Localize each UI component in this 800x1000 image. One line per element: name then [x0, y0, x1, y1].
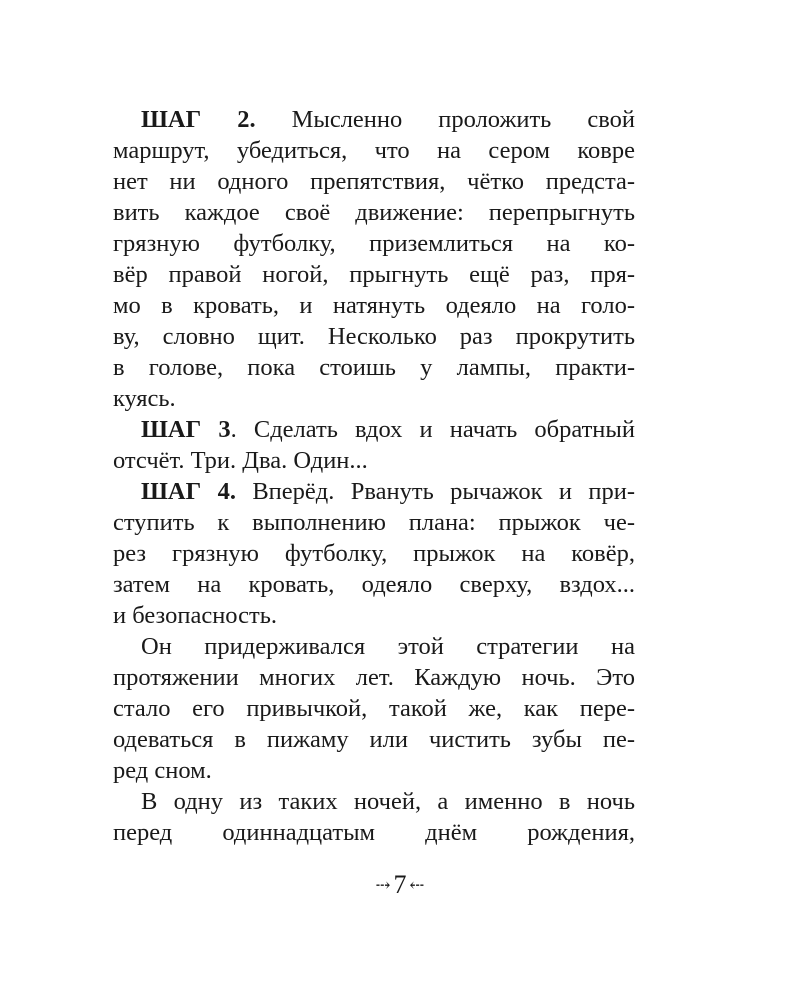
line-text: перед одиннадцатым днём рождения,: [113, 819, 635, 846]
text-line: [113, 414, 635, 445]
step-label: ШАГ 4.: [141, 478, 236, 505]
line-text: ву, словно щит. Несколько раз прокрутить: [113, 323, 635, 350]
line-text: в голове, пока стоишь у лампы, практи-: [113, 354, 635, 381]
text-line: [113, 755, 635, 786]
ornament-left-icon: ⤏: [375, 875, 391, 895]
line-text: стало его привычкой, такой же, как пере-: [113, 695, 635, 722]
text-line: [113, 197, 635, 228]
line-text: мо в кровать, и натянуть одеяло на голо-: [113, 292, 635, 319]
text-line: [113, 290, 635, 321]
line-text: и безопасность.: [113, 602, 278, 629]
line-text: вёр правой ногой, прыгнуть ещё раз, пря-: [113, 261, 635, 288]
text-line: [113, 228, 635, 259]
line-text: рез грязную футболку, прыжок на ковёр,: [113, 540, 635, 567]
line-text: Вперёд. Рвануть рычажок и при-: [235, 478, 636, 505]
text-line: [113, 166, 635, 197]
text-line: [113, 476, 635, 507]
step-label: ШАГ 3: [141, 416, 231, 443]
line-text: одеваться в пижаму или чистить зубы пе-: [113, 726, 635, 753]
text-line: [113, 600, 635, 631]
line-text: . Сделать вдох и начать обратный: [230, 416, 635, 443]
page-number: [0, 869, 800, 901]
line-text: Он придерживался этой стратегии на: [141, 633, 635, 660]
line-text: В одну из таких ночей, а именно в ночь: [141, 788, 635, 815]
text-line: [113, 817, 635, 848]
text-line: [113, 693, 635, 724]
text-line: [113, 786, 635, 817]
text-line: [113, 569, 635, 600]
line-text: ред сном.: [113, 757, 212, 784]
text-line: [113, 383, 635, 414]
text-line: [113, 352, 635, 383]
line-text: нет ни одного препятствия, чётко предста-: [113, 168, 635, 195]
line-text: отсчёт. Три. Два. Один...: [113, 447, 368, 474]
text-line: [113, 538, 635, 569]
text-line: [113, 135, 635, 166]
text-line: [113, 724, 635, 755]
line-text: протяжении многих лет. Каждую ночь. Это: [113, 664, 635, 691]
line-text: куясь.: [113, 385, 176, 412]
text-line: [113, 321, 635, 352]
page-number-value: 7: [393, 870, 407, 899]
text-line: [113, 662, 635, 693]
page-body: [113, 104, 635, 848]
line-text: ступить к выполнению плана: прыжок че-: [113, 509, 635, 536]
text-line: [113, 104, 635, 135]
text-line: [113, 507, 635, 538]
text-line: [113, 631, 635, 662]
line-text: затем на кровать, одеяло сверху, вздох...: [113, 571, 635, 598]
line-text: маршрут, убедиться, что на сером ковре: [113, 137, 635, 164]
text-line: [113, 259, 635, 290]
ornament-right-icon: ⤎: [409, 875, 425, 895]
text-line: [113, 445, 635, 476]
step-label: ШАГ 2.: [141, 106, 256, 133]
line-text: Мысленно проложить свой: [255, 106, 636, 133]
line-text: грязную футболку, приземлиться на ко-: [113, 230, 635, 257]
line-text: вить каждое своё движение: перепрыгнуть: [113, 199, 635, 226]
